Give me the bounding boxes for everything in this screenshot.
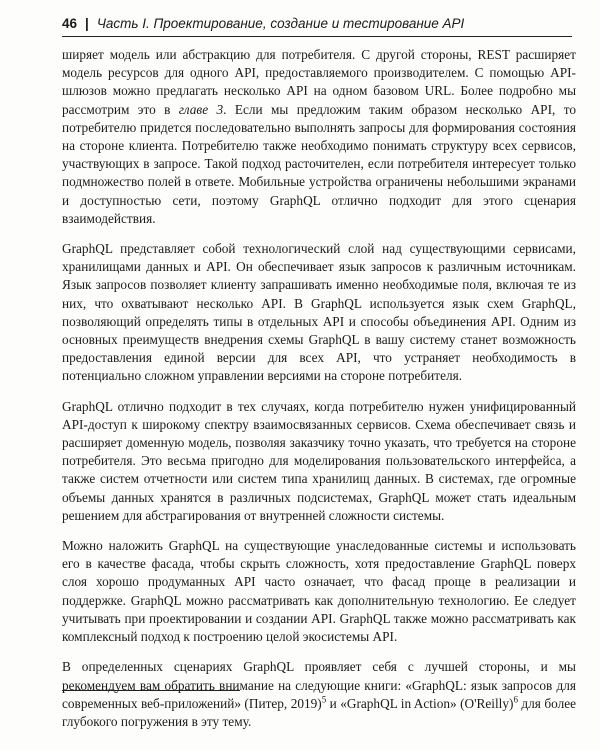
footnote-marker-6: 6 <box>513 694 518 705</box>
paragraph-3: GraphQL отлично подходит в тех случаях, когда потребителю нужен унифицированный API-доступ к широкому спектру взаимосвязанных сервисов. Схема обеспечивает связь и расширяет доменную модель, позволяя заказчику точно указать, что требуется на стороне потребителя. Это весьма пригодно для моделирования пользовательского интерфейса, а также систем отчетности или систем типа хранилищ данных. В системах, где огромные объемы данных хранятся в различных подсистемах, GraphQL может стать идеальным решением для абстрагирования от внутренней сложности системы. <box>62 398 576 523</box>
paragraph-5-text-end: для более глубокого погружения в эту тему. <box>62 695 577 729</box>
header-separator: | <box>85 16 89 31</box>
body-text <box>62 46 576 743</box>
page-number: 46 <box>62 16 78 31</box>
paragraph-4: Можно наложить GraphQL на существующие унаследованные системы и использовать его в качестве фасада, чтобы скрыть сложность, хотя предоставление GraphQL поверх слоя хорошо продуманных API часто означает, что фасад проще в реализации и поддержке. GraphQL можно рассматривать как дополнительную технологию. Ее следует учитывать при проектировании и создании API. GraphQL также можно рассматривать как комплексный подход к построению целой экосистемы API. <box>62 538 576 645</box>
paragraph-1 <box>62 46 576 228</box>
paragraph-2: GraphQL представляет собой технологический слой над существующими сервисами, хранилищами данных и API. Он обеспечивает язык запросов к различным источникам. Язык запросов позволяет клиенту запрашивать именно необходимые поля, включая те из них, что охватывают несколько API. В GraphQL используется язык схем GraphQL, позволяющий определять типы в отдельных API и способы объединения API. Одним из основных преимуществ внедрения схемы GraphQL в вашу систему станет возможность предоставления единой версии для всех API, что устраняет необходимость в потенциально сложном управлении версиями на стороне потребителя. <box>62 241 576 384</box>
paragraph-5-text: В определенных сценариях GraphQL проявляет себя с лучшей стороны, и мы рекомендуем вам обратить внимание на следующие книги: «GraphQL: язык запросов для современных веб-приложений» (Питер, 2019) <box>62 659 576 711</box>
running-title: Часть I. Проектирование, создание и тестирование API <box>96 16 465 31</box>
footnote-divider <box>62 690 240 691</box>
paragraph-1-text: ширяет модель или абстракцию для потребителя. С другой стороны, REST расширяет модель ресурсов для одного API, предоставляемого производителем. С помощью API-шлюзов можно предлагать несколько API на одном базовом URL. Более подробно мы рассмотрим это в <box>62 47 576 117</box>
chapter-reference: главе 3 <box>178 101 224 117</box>
paragraph-1-text-cont: . Если мы предложим таким образом несколько API, то потребителю придется последовательно выполнять запросы для формирования состояния на стороне клиента. Потребителю также необходимо понимать структуру всех сервисов, участвующих в запросе. Такой подход расточителен, если потребителя интересует только подмножество полей в ответе. Мобильные устройства ограничены небольшими экранами и доступностью сети, поэтому GraphQL отлично подходит для этого сценария взаимодействия. <box>62 101 576 226</box>
paragraph-5 <box>62 658 576 731</box>
footnote-marker-5: 5 <box>321 694 327 705</box>
running-header <box>62 14 572 37</box>
paragraph-5-text-mid: и «GraphQL in Action» (O'Reilly) <box>326 695 514 711</box>
